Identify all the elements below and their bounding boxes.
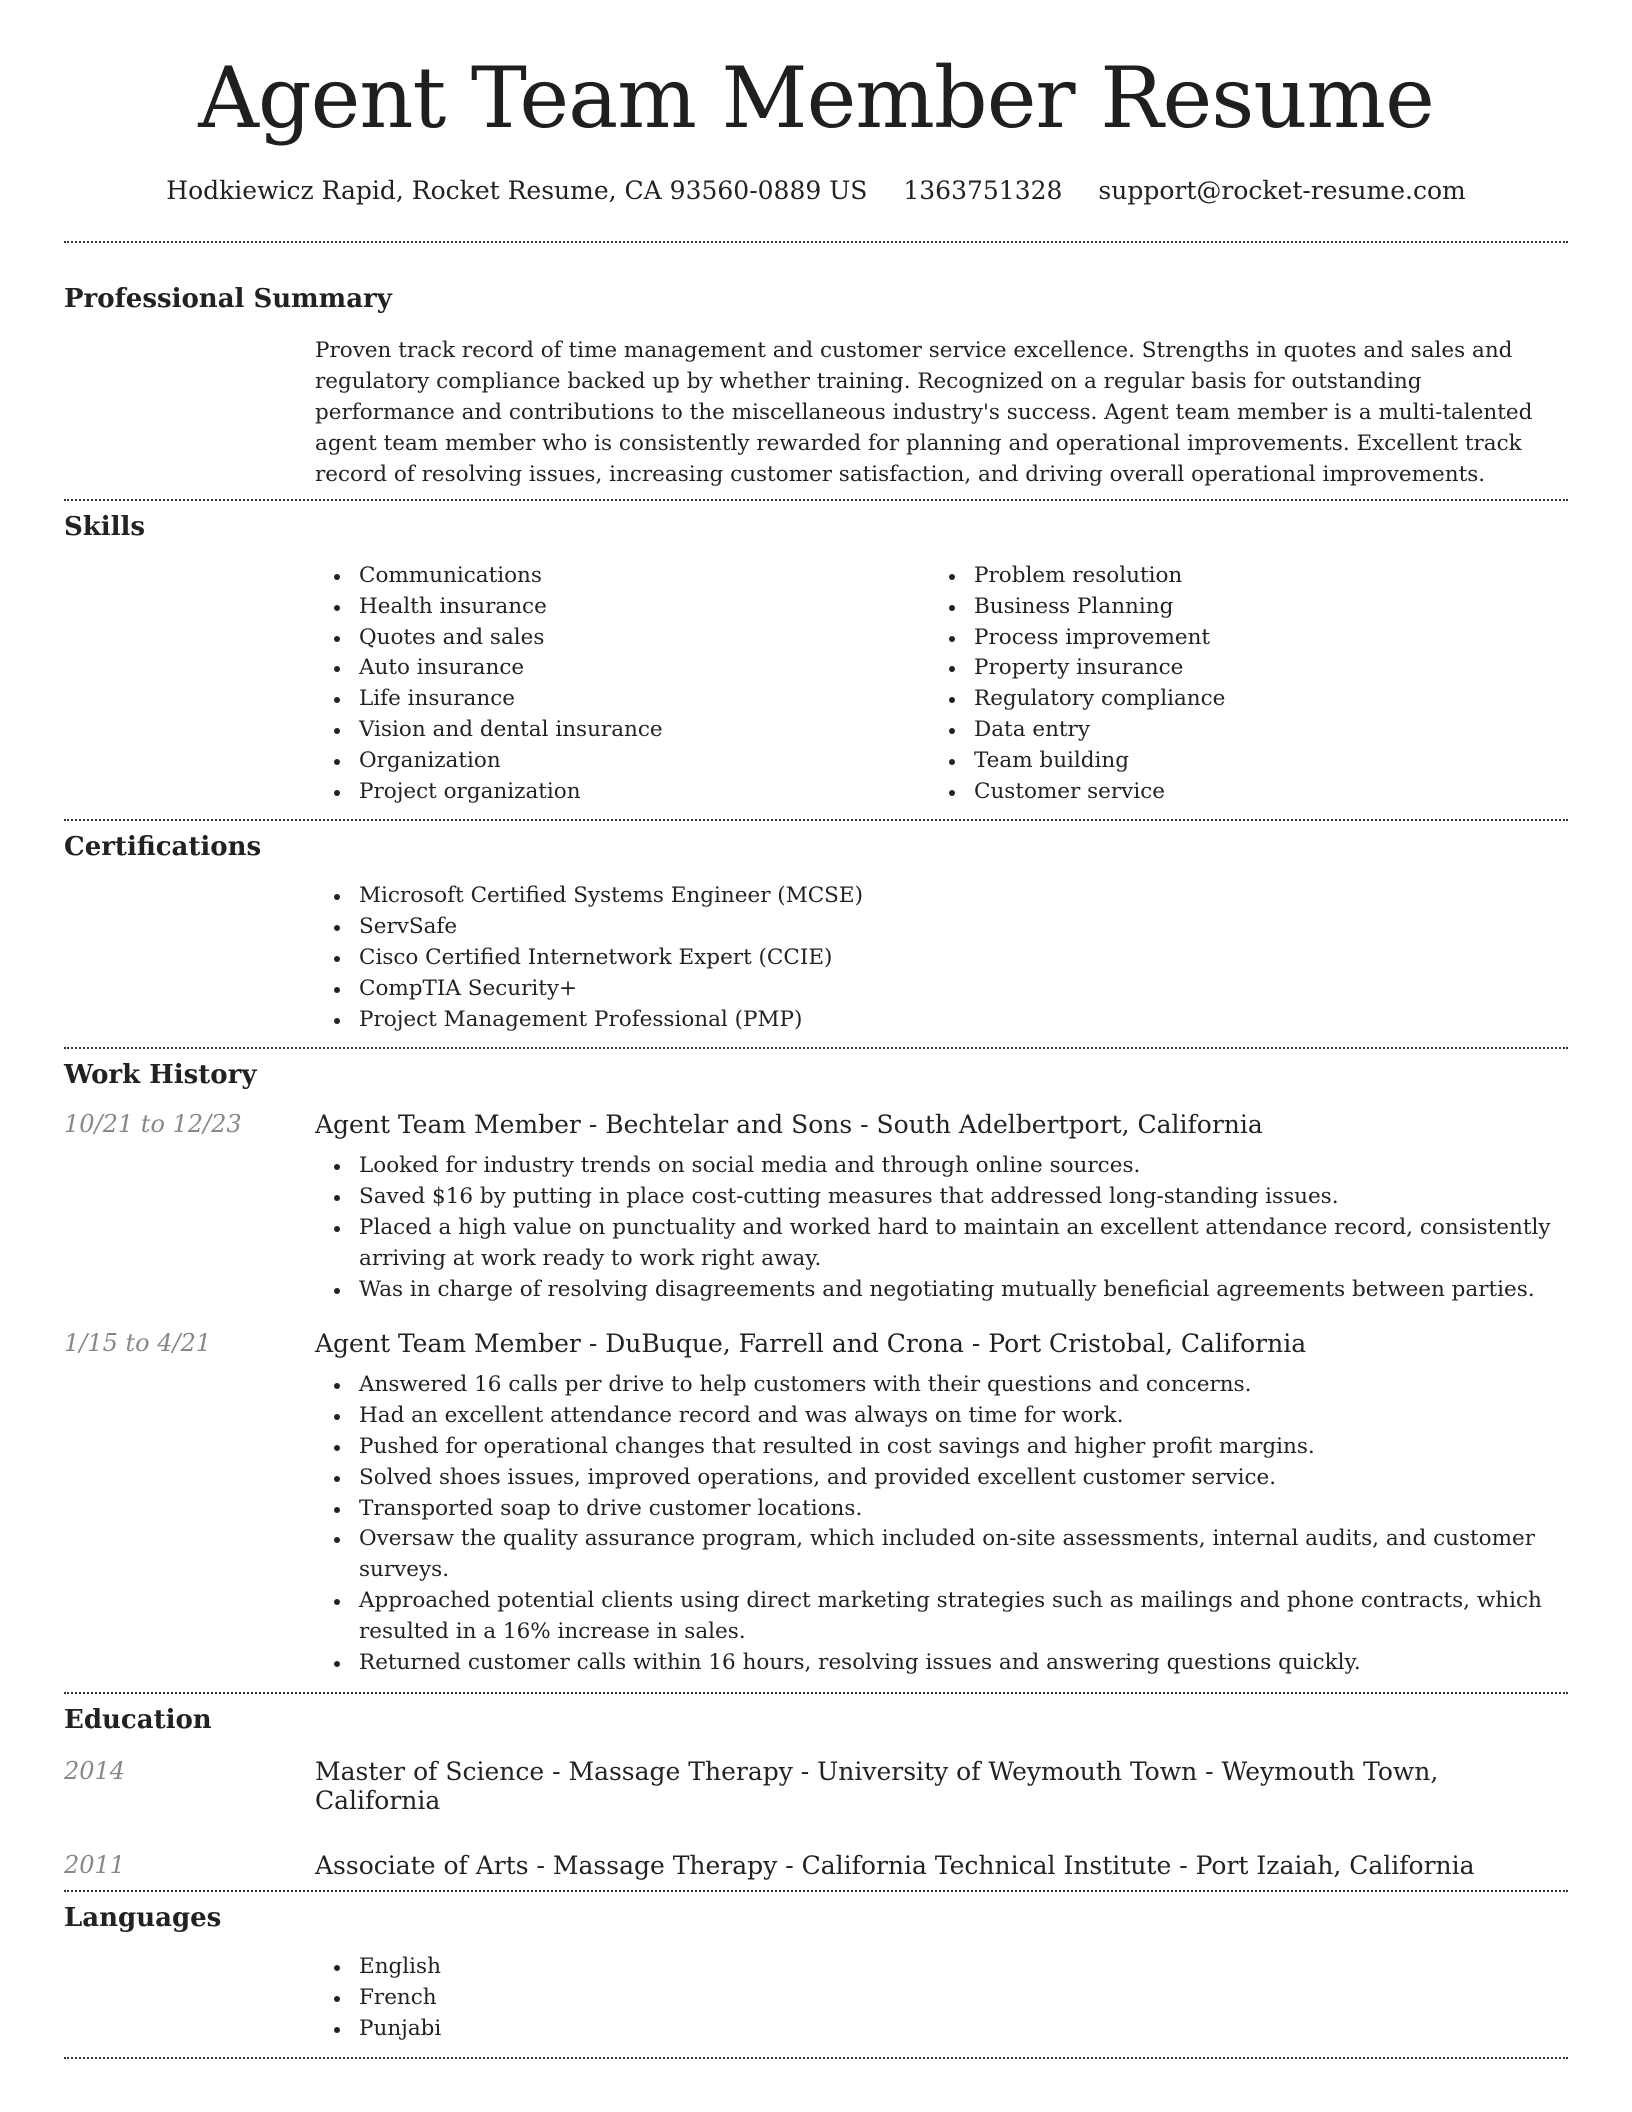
work-history-heading: Work History [64, 1060, 257, 1091]
list-item: Had an excellent attendance record and was always on time for work. [315, 1401, 1568, 1432]
languages-section [64, 1892, 1568, 2044]
contact-phone: 1363751328 [903, 176, 1063, 205]
skills-section [64, 501, 1568, 807]
list-item: Returned customer calls within 16 hours, resolving issues and answering questions quickly. [315, 1648, 1568, 1679]
list-item: Customer service [930, 777, 1545, 808]
certifications-heading: Certifications [64, 832, 262, 863]
education-degree: Master of Science - Massage Therapy - University of Weymouth Town - Weymouth Town, California [315, 1757, 1439, 1816]
education-entry [64, 1757, 1568, 1815]
summary-text: Proven track record of time management and customer service excellence. Strengths in quotes and sales and regulatory compliance backed up by whether training. Recognized on a regular basis for outstanding performance and contributions to the miscellaneous industry's success. Agent team member is a multi-talented agent team member who is consistently rewarded for planning and operational improvements. Excellent track record of resolving issues, increasing customer satisfaction, and driving overall operational improvements. [315, 338, 1533, 487]
list-item: English [315, 1952, 1568, 1983]
list-item: Quotes and sales [315, 623, 930, 654]
job-dates: 10/21 to 12/23 [64, 1110, 242, 1139]
list-item: Business Planning [930, 592, 1545, 623]
list-item: Project organization [315, 777, 930, 808]
education-section [64, 1694, 1568, 1880]
list-item: Saved $16 by putting in place cost-cutting measures that addressed long-standing issues. [315, 1182, 1568, 1213]
certifications-list [315, 881, 1568, 1035]
job-bullets [315, 1370, 1568, 1678]
contact-address: Hodkiewicz Rapid, Rocket Resume, CA 93560-0889 US [166, 176, 868, 205]
work-history-section [64, 1049, 1568, 1678]
list-item: Team building [930, 746, 1545, 777]
list-item: ServSafe [315, 912, 1568, 943]
summary-heading: Professional Summary [64, 284, 392, 314]
list-item: Cisco Certified Internetwork Expert (CCIE) [315, 943, 1568, 974]
education-year: 2014 [64, 1757, 126, 1786]
job-dates: 1/15 to 4/21 [64, 1329, 212, 1358]
list-item: Vision and dental insurance [315, 715, 930, 746]
list-item: Looked for industry trends on social media and through online sources. [315, 1151, 1568, 1182]
list-item: Health insurance [315, 592, 930, 623]
list-item: Microsoft Certified Systems Engineer (MCSE) [315, 881, 1568, 912]
skills-heading: Skills [64, 512, 146, 542]
list-item: Punjabi [315, 2014, 1568, 2045]
education-degree: Associate of Arts - Massage Therapy - California Technical Institute - Port Izaiah, California [315, 1851, 1475, 1881]
list-item: Property insurance [930, 653, 1545, 684]
list-item: Organization [315, 746, 930, 777]
job-entry [64, 1110, 1568, 1305]
list-item: CompTIA Security+ [315, 974, 1568, 1005]
contact-line [64, 176, 1568, 205]
skills-list-left [315, 561, 930, 807]
list-item: Answered 16 calls per drive to help customers with their questions and concerns. [315, 1370, 1568, 1401]
list-item: Placed a high value on punctuality and worked hard to maintain an excellent attendance record, consistently arriving at work ready to work right away. [315, 1213, 1568, 1275]
job-title: Agent Team Member - DuBuque, Farrell and Crona - Port Cristobal, California [315, 1329, 1307, 1359]
list-item: Pushed for operational changes that resulted in cost savings and higher profit margins. [315, 1432, 1568, 1463]
list-item: Solved shoes issues, improved operations, and provided excellent customer service. [315, 1463, 1568, 1494]
list-item: Regulatory compliance [930, 684, 1545, 715]
list-item: Life insurance [315, 684, 930, 715]
languages-heading: Languages [64, 1903, 222, 1934]
list-item: French [315, 1983, 1568, 2014]
list-item: Communications [315, 561, 930, 592]
summary-section [64, 243, 1568, 490]
list-item: Process improvement [930, 623, 1545, 654]
education-year: 2011 [64, 1851, 126, 1880]
job-bullets [315, 1151, 1568, 1305]
job-title: Agent Team Member - Bechtelar and Sons - South Adelbertport, California [315, 1110, 1263, 1140]
list-item: Oversaw the quality assurance program, which included on-site assessments, internal audits, and customer surveys. [315, 1524, 1568, 1586]
contact-email: support@rocket-resume.com [1098, 176, 1466, 205]
list-item: Approached potential clients using direct marketing strategies such as mailings and phone contracts, which resulted in a 16% increase in sales. [315, 1586, 1568, 1648]
list-item: Transported soap to drive customer locations. [315, 1494, 1568, 1525]
resume-title: Agent Team Member Resume [198, 49, 1434, 147]
languages-list [315, 1952, 1568, 2044]
education-heading: Education [64, 1705, 212, 1736]
list-item: Project Management Professional (PMP) [315, 1005, 1568, 1036]
list-item: Was in charge of resolving disagreements and negotiating mutually beneficial agreements between parties. [315, 1275, 1568, 1306]
education-entry [64, 1851, 1568, 1880]
section-divider [64, 2057, 1568, 2059]
skills-list-right [930, 561, 1545, 807]
list-item: Auto insurance [315, 653, 930, 684]
list-item: Data entry [930, 715, 1545, 746]
certifications-section [64, 821, 1568, 1035]
job-entry [64, 1329, 1568, 1678]
list-item: Problem resolution [930, 561, 1545, 592]
